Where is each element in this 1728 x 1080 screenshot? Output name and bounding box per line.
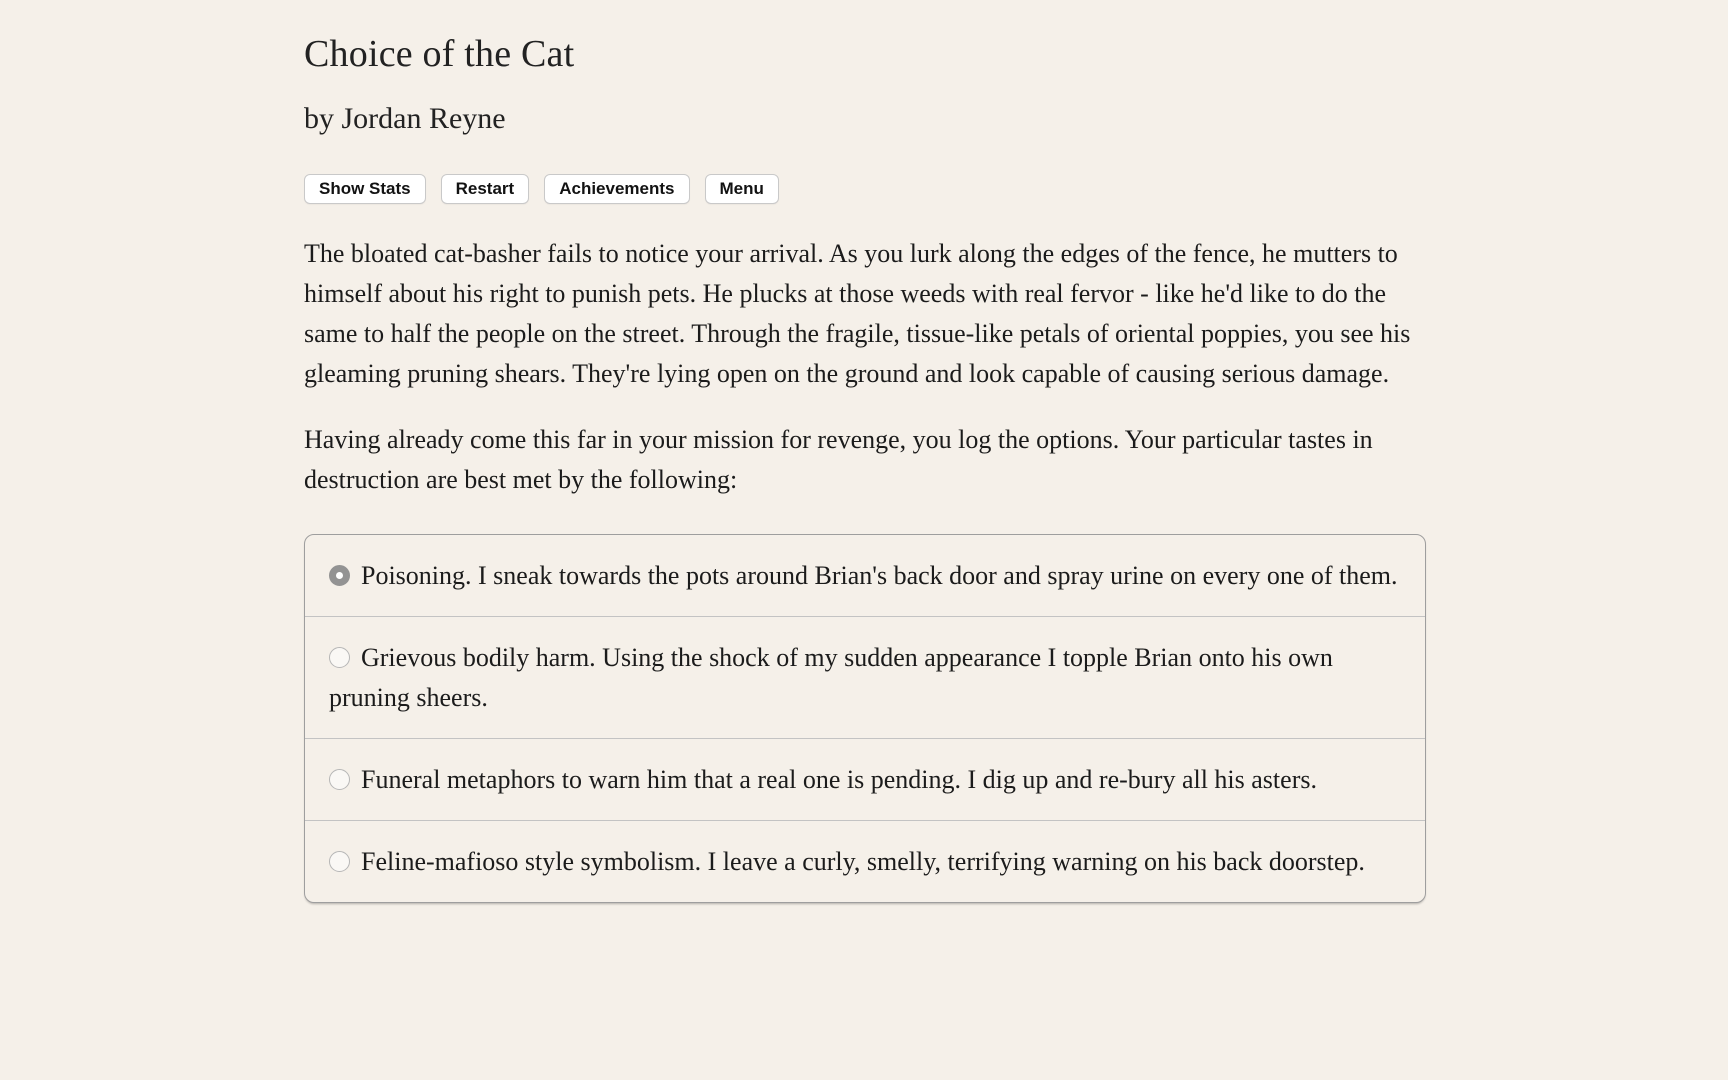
achievements-button[interactable]: Achievements	[544, 174, 689, 204]
choice-option[interactable]	[305, 820, 1425, 902]
toolbar	[304, 174, 1426, 204]
story-paragraph: Having already come this far in your mission for revenge, you log the options. Your particular tastes in destruction are best met by the following:	[304, 425, 1373, 494]
radio-button-icon[interactable]	[329, 851, 350, 872]
choice-label: Feline-mafioso style symbolism. I leave a curly, smelly, terrifying warning on his back doorstep.	[361, 847, 1365, 876]
radio-button-icon[interactable]	[329, 565, 350, 586]
game-title: Choice of the Cat	[304, 33, 575, 75]
radio-button-icon[interactable]	[329, 769, 350, 790]
story-text	[304, 234, 1426, 500]
choice-list	[304, 534, 1426, 903]
story-page	[304, 30, 1426, 903]
show-stats-button[interactable]: Show Stats	[304, 174, 426, 204]
choice-label: Funeral metaphors to warn him that a real one is pending. I dig up and re-bury all his asters.	[361, 765, 1317, 794]
story-paragraph: The bloated cat-basher fails to notice your arrival. As you lurk along the edges of the fence, he mutters to himself about his right to punish pets. He plucks at those weeds with real fervor - like he'd like to do the same to half the people on the street. Through the fragile, tissue-like petals of oriental poppies, you see his gleaming pruning shears. They're lying open on the ground and look capable of causing serious damage.	[304, 239, 1411, 388]
choice-label: Grievous bodily harm. Using the shock of my sudden appearance I topple Brian onto his own pruning sheers.	[329, 643, 1333, 712]
game-author: by Jordan Reyne	[304, 102, 506, 135]
radio-button-icon[interactable]	[329, 647, 350, 668]
restart-button[interactable]: Restart	[441, 174, 530, 204]
choice-option[interactable]	[305, 616, 1425, 738]
choice-label: Poisoning. I sneak towards the pots around Brian's back door and spray urine on every one of them.	[361, 561, 1398, 590]
choice-option[interactable]	[305, 535, 1425, 616]
choice-option[interactable]	[305, 738, 1425, 820]
menu-button[interactable]: Menu	[705, 174, 779, 204]
